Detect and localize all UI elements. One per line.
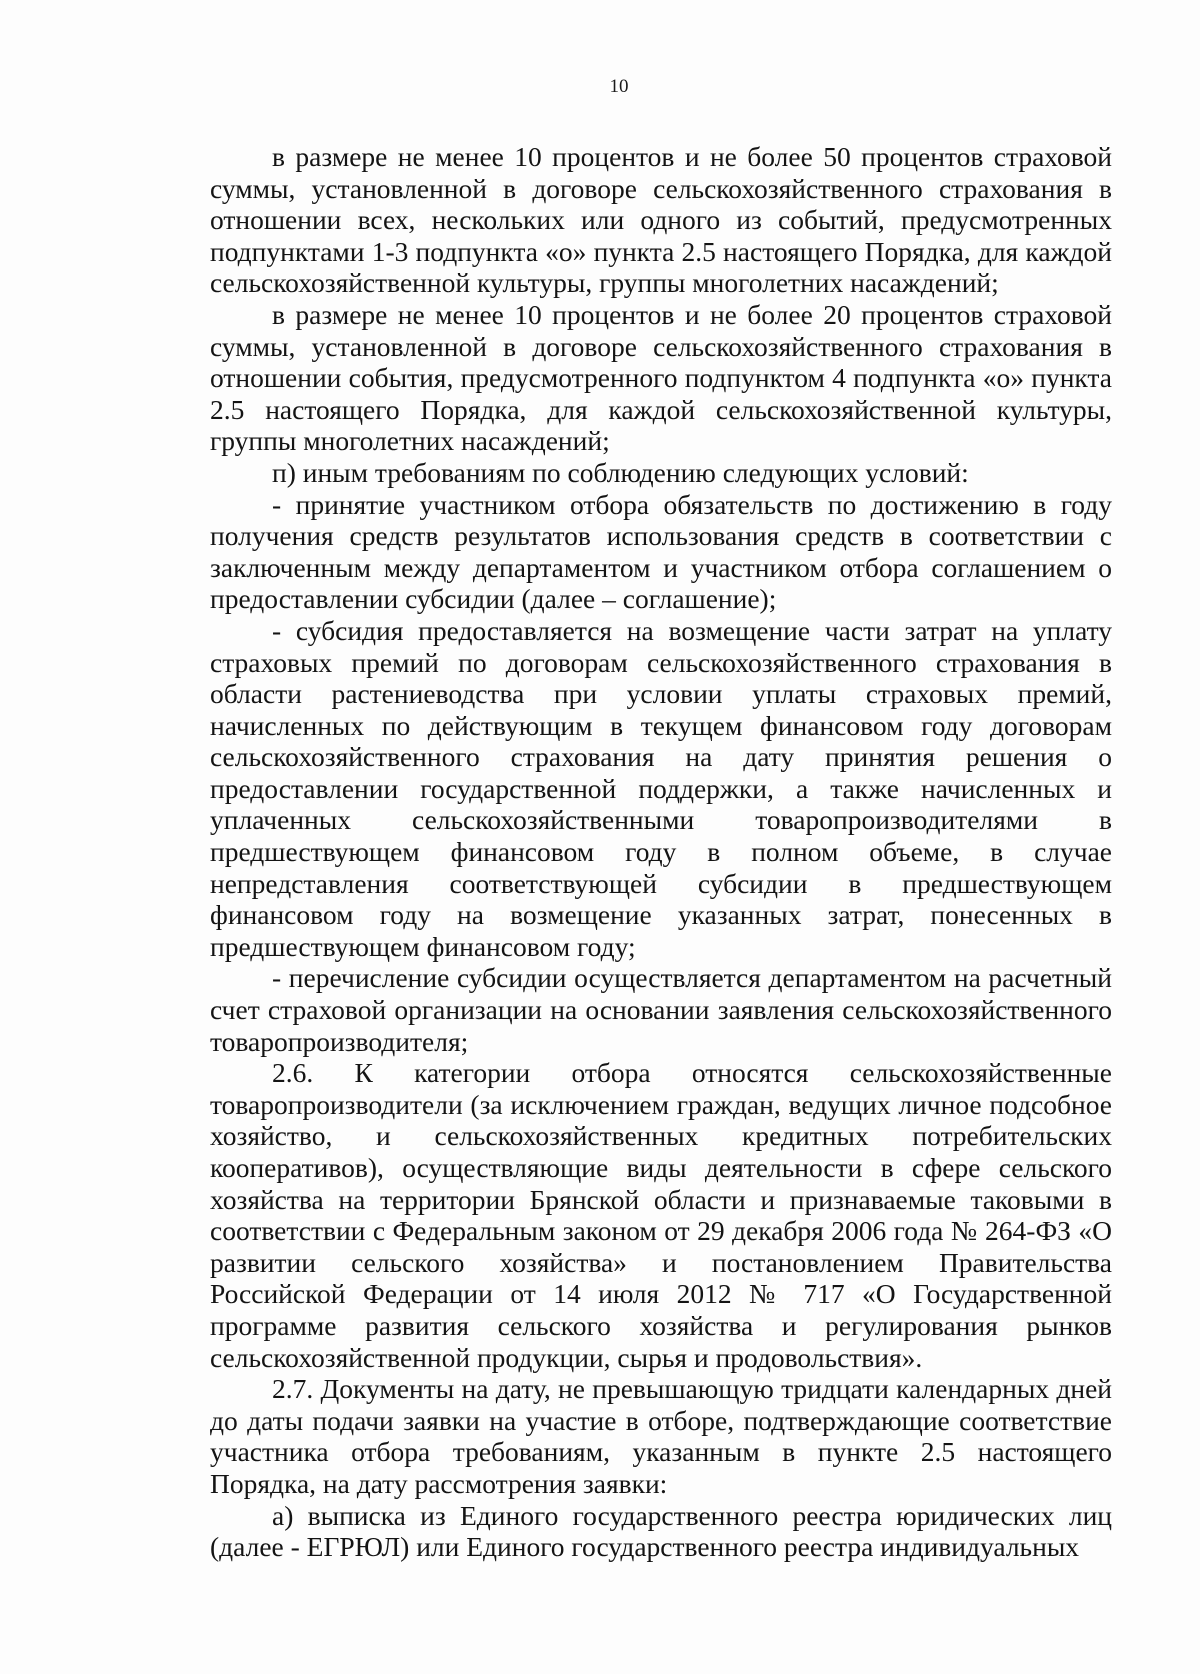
paragraph-item-a: а) выписка из Единого государственного реестра юридических лиц (далее - ЕГРЮЛ) или Единого государственного реестра индивидуальных [210,1499,1112,1563]
paragraph-section-2-6: 2.6. К категории отбора относятся сельскохозяйственные товаропроизводители (за исключением граждан, ведущих личное подсобное хозяйство, и сельскохозяйственных кредитных потребительских кооперативов), осуществляющие виды деятельности в сфере сельского хозяйства на территории Брянской области и признаваемые таковыми в соответствии с Федеральным законом от 29 декабря 2006 года № 264-ФЗ «О развитии сельского хозяйства» и постановлением Правительства Российской Федерации от 14 июля 2012 № 717 «О Государственной программе развития сельского хозяйства и регулирования рынков сельскохозяйственной продукции, сырья и продовольствия». [210,1057,1112,1373]
paragraph-subsidy-compensation: - субсидия предоставляется на возмещение части затрат на уплату страховых премий по договорам сельскохозяйственного страхования в области растениеводства при условии уплаты страховых премий, начисленных по действующим в текущем финансовом году договорам сельскохозяйственного страхования на дату принятия решения о предоставлении государственной поддержки, а также начисленных и уплаченных сельскохозяйственными товаропроизводителями в предшествующем финансовом году в полном объеме, в случае непредставления соответствующей субсидии в предшествующем финансовом году на возмещение указанных затрат, понесенных в предшествующем финансовом году; [210,614,1112,962]
paragraph-insurance-50: в размере не менее 10 процентов и не более 50 процентов страховой суммы, установленной в договоре сельскохозяйственного страхования в отношении всех, нескольких или одного из событий, предусмотренных подпунктами 1-3 подпункта «о» пункта 2.5 настоящего Порядка, для каждой сельскохозяйственной культуры, группы многолетних насаждений; [210,141,1112,299]
paragraph-section-2-7: 2.7. Документы на дату, не превышающую тридцати календарных дней до даты подачи заявки на участие в отборе, подтверждающие соответствие участника отбора требованиям, указанным в пункте 2.5 настоящего Порядка, на дату рассмотрения заявки: [210,1373,1112,1499]
page-number: 10 [609,76,629,97]
paragraph-insurance-20: в размере не менее 10 процентов и не более 20 процентов страховой суммы, установленной в договоре сельскохозяйственного страхования в отношении события, предусмотренного подпунктом 4 подпункта «о» пункта 2.5 настоящего Порядка, для каждой сельскохозяйственной культуры, группы многолетних насаждений; [210,298,1112,457]
document-body [210,141,1112,1563]
paragraph-obligations: - принятие участником отбора обязательств по достижению в году получения средств результатов использования средств в соответствии с заключенным между департаментом и участником отбора соглашением о предоставлении субсидии (далее – соглашение); [210,488,1112,615]
paragraph-item-p: п) иным требованиям по соблюдению следующих условий: [272,456,969,488]
paragraph-subsidy-transfer: - перечисление субсидии осуществляется департаментом на расчетный счет страховой организации на основании заявления сельскохозяйственного товаропроизводителя; [210,962,1112,1057]
